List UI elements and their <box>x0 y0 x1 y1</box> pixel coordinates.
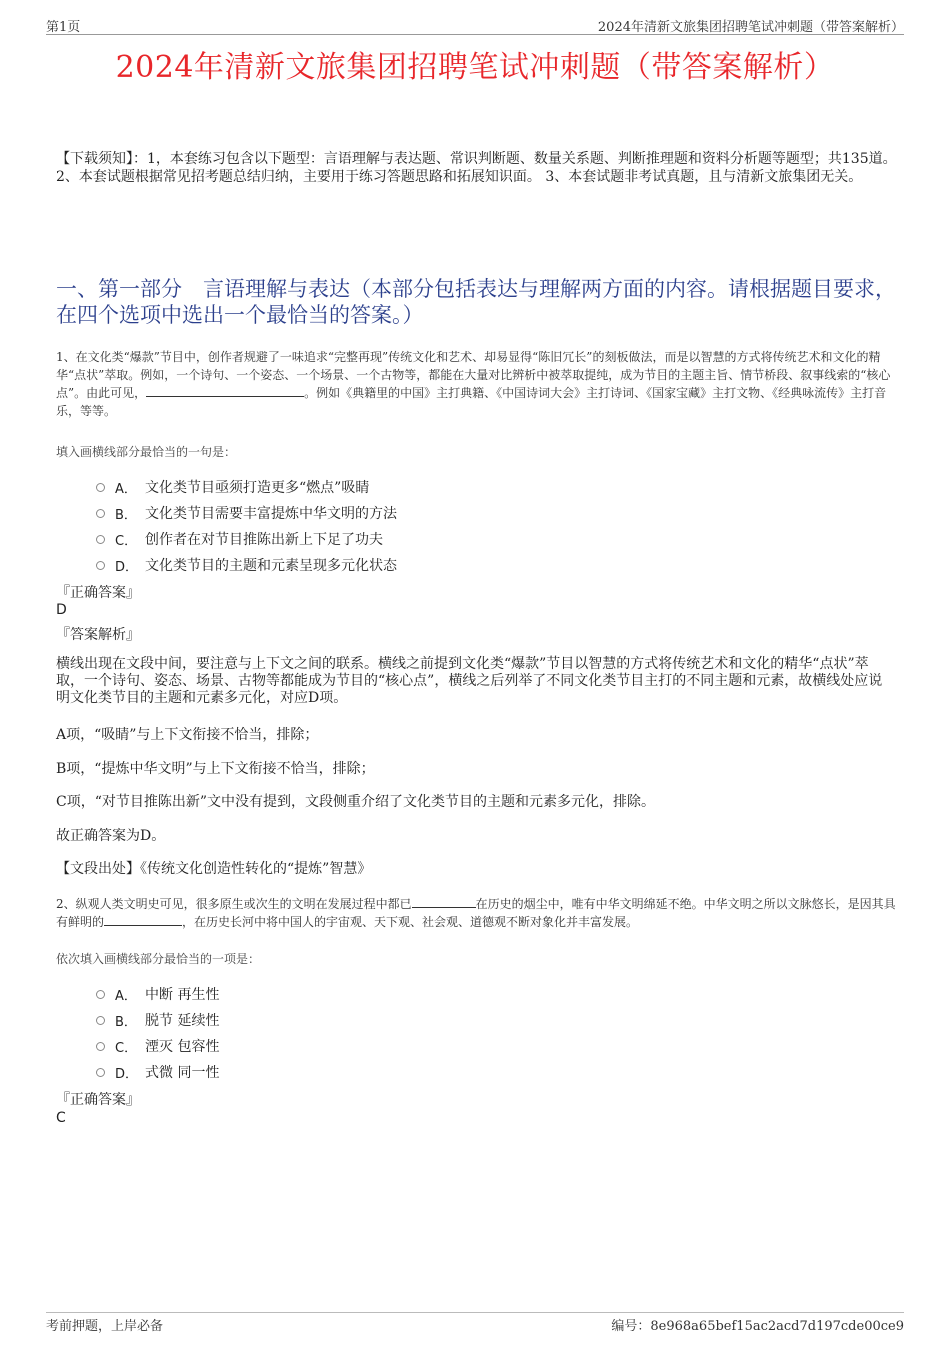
download-notice: 【下载须知】：1，本套练习包含以下题型：言语理解与表达题、常识判断题、数量关系题、判断推理题和资料分析题等题型；共135道。 2、本套试题根据常见招考题总结归纳，主要用于练习答题思路和拓展知识面。 3、本套试题非考试真题，且与清新文旅集团无关。 <box>56 151 897 185</box>
document-title: 2024年清新文旅集团招聘笔试冲刺题（带答案解析） <box>115 50 835 85</box>
option-b[interactable]: B． 脱节 延续性 <box>96 1007 219 1033</box>
analysis-label: 『答案解析』 <box>56 627 140 643</box>
option-a[interactable]: A． 中断 再生性 <box>96 981 219 1007</box>
answer-blank <box>146 384 304 397</box>
correct-answer: C <box>56 1110 66 1126</box>
radio-icon[interactable] <box>96 509 105 518</box>
option-c[interactable]: C． 湮灭 包容性 <box>96 1033 219 1059</box>
analysis-option-c: C项，“对节目推陈出新”文中没有提到，文段侧重介绍了文化类节目的主题和元素多元化，排除。 <box>56 794 656 810</box>
analysis-conclusion: 故正确答案为D。 <box>56 828 166 844</box>
answer-blank <box>104 913 182 926</box>
analysis-source: 【文段出处】《传统文化创造性转化的“提炼”智慧》 <box>56 861 372 877</box>
question-2-text: 2、纵观人类文明史可见，很多原生或次生的文明在发展过程中都已 在历史的烟尘中，唯有中华文明绵延不绝。中华文明之所以文脉悠长，是因其具有鲜明的 ，在历史长河中将中国人的宇宙观、天下观、社会观、道德观不断对象化并丰富发展。 <box>56 897 896 929</box>
analysis-option-b: B项，“提炼中华文明”与上下文衔接不恰当，排除； <box>56 761 375 777</box>
footer-code: 编号：8e968a65bef15ac2acd7d197cde00ce9 <box>611 1319 904 1334</box>
option-b[interactable]: B． 文化类节目需要丰富提炼中华文明的方法 <box>96 500 397 526</box>
page-footer <box>46 1312 904 1334</box>
radio-icon[interactable] <box>96 1042 105 1051</box>
question-1-text: 1、在文化类“爆款”节目中，创作者规避了一味追求“完整再现”传统文化和艺术、却易显得“陈旧冗长”的刻板做法，而是以智慧的方式将传统艺术和文化的精华“点状”萃取。例如，一个诗句、一个姿态、一个场景、一个古物等，都能在大量对比辨析中被萃取提纯，成为节目的主题主旨、情节桥段、叙事线索的“核心点”。由此可见， 。例如《典籍里的中国》主打典籍、《中国诗词大会》主打诗词、《国家宝藏》主打文物、《经典咏流传》主打音乐，等等。 <box>56 350 891 418</box>
option-d[interactable]: D． 文化类节目的主题和元素呈现多元化状态 <box>96 552 397 578</box>
header-doc-title: 2024年清新文旅集团招聘笔试冲刺题（带答案解析） <box>597 20 904 35</box>
footer-slogan: 考前押题，上岸必备 <box>46 1319 164 1334</box>
question-1-options <box>96 474 397 578</box>
answer-blank <box>412 895 476 908</box>
radio-icon[interactable] <box>96 483 105 492</box>
answer-label: 『正确答案』 <box>56 1092 140 1108</box>
analysis-option-a: A项，“吸睛”与上下文衔接不恰当，排除； <box>56 727 319 743</box>
radio-icon[interactable] <box>96 1068 105 1077</box>
analysis-paragraph: 横线出现在文段中间，要注意与上下文之间的联系。横线之前提到文化类“爆款”节目以智慧的方式将传统艺术和文化的精华“点状”萃取，一个诗句、姿态、场景、古物等都能成为节目的“核心点”，横线之后列举了不同文化类节目主打的不同主题和元素，故横线处应说明文化类节目的主题和元素多元化，对应D项。 <box>56 656 883 706</box>
section-heading: 一、第一部分 言语理解与表达（本部分包括表达与理解两方面的内容。请根据题目要求，在四个选项中选出一个最恰当的答案。） <box>56 277 896 327</box>
page-header <box>46 14 904 35</box>
answer-label: 『正确答案』 <box>56 585 140 601</box>
correct-answer: D <box>56 602 67 618</box>
radio-icon[interactable] <box>96 990 105 999</box>
option-c[interactable]: C． 创作者在对节目推陈出新上下足了功夫 <box>96 526 397 552</box>
question-2-instruction: 依次填入画横线部分最恰当的一项是： <box>56 952 261 966</box>
option-d[interactable]: D． 式微 同一性 <box>96 1059 219 1085</box>
question-1-instruction: 填入画横线部分最恰当的一句是： <box>56 445 237 459</box>
radio-icon[interactable] <box>96 1016 105 1025</box>
question-2-options <box>96 981 219 1085</box>
radio-icon[interactable] <box>96 535 105 544</box>
radio-icon[interactable] <box>96 561 105 570</box>
option-a[interactable]: A． 文化类节目亟须打造更多“燃点”吸睛 <box>96 474 397 500</box>
page-number: 第1页 <box>46 20 81 35</box>
